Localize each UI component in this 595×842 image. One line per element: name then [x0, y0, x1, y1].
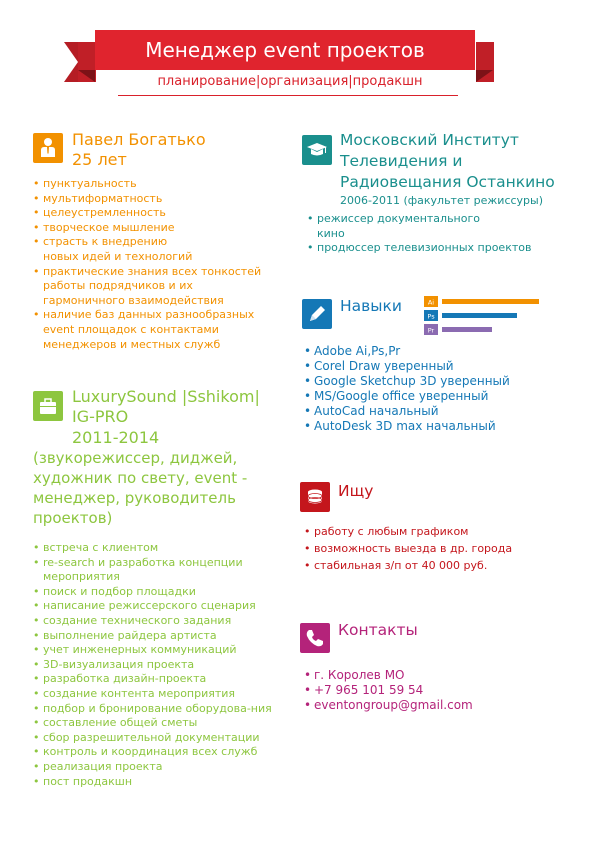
subtitle-underline — [118, 95, 458, 96]
duties-list — [33, 541, 295, 789]
list-item: • разработка дизайн-проекта — [33, 672, 295, 687]
list-item: • написание режиссерского сценария — [33, 599, 295, 614]
list-item: • сбор разрешительной документации — [33, 731, 295, 746]
skills-chart — [424, 294, 554, 340]
graduation-cap-icon — [302, 135, 332, 165]
list-item: • re-search и разработка концепции мероприятия — [33, 556, 273, 585]
contact-phone[interactable]: • +7 965 101 59 54 — [304, 683, 564, 698]
list-item: • пунктуальность — [33, 177, 278, 192]
list-item: • Corel Draw уверенный — [304, 359, 564, 374]
list-item: • творческое мышление — [33, 221, 278, 236]
list-item: • подбор и бронирование оборудова-ния — [33, 702, 293, 717]
banner-fold-left — [78, 70, 95, 82]
list-item: • создание контента мероприятия — [33, 687, 295, 702]
list-item: • реализация проекта — [33, 760, 295, 775]
person-name: Павел Богатько — [72, 130, 206, 149]
coins-icon — [300, 482, 330, 512]
list-item: • 3D-визуализация проекта — [33, 658, 295, 673]
education-years: 2006-2011 (факультет режиссуры) — [340, 194, 544, 207]
contacts-title: Контакты — [338, 621, 418, 639]
list-item: • MS/Google office уверенный — [304, 389, 564, 404]
list-item: • продюссер телевизионных проектов — [307, 241, 567, 256]
page-subtitle: планирование|организация|продакшн — [157, 74, 423, 89]
skill-label: Pr — [427, 326, 435, 335]
list-item: • стабильная з/п от 40 000 руб. — [304, 557, 574, 574]
page-title: Менеджер event проектов — [145, 38, 425, 62]
education-title-line2: Телевидения и — [340, 152, 463, 170]
list-item: • контроль и координация всех служб — [33, 745, 295, 760]
list-item: • Adobe Ai,Ps,Pr — [304, 344, 564, 359]
list-item: • целеустремленность — [33, 206, 278, 221]
contact-city: • г. Королев МО — [304, 668, 564, 683]
education-title-line3: Радиовещания Останкино — [340, 173, 555, 191]
list-item: • наличие баз данных разнообразных event площадок с контактами менеджеров и местных служб — [33, 308, 283, 352]
experience-years: 2011-2014 — [72, 428, 160, 447]
briefcase-icon — [33, 391, 63, 421]
list-item: • работу с любым графиком — [304, 523, 574, 540]
contacts-list — [304, 668, 564, 713]
seeking-list — [304, 523, 574, 574]
pencil-icon — [302, 299, 332, 329]
list-item: • выполнение райдера артиста — [33, 629, 295, 644]
list-item: • составление общей сметы — [33, 716, 295, 731]
education-list — [307, 212, 567, 256]
skill-bar — [442, 313, 517, 318]
experience-company-line1: LuxurySound |Sshikom| — [72, 387, 260, 406]
experience-role: (звукорежиссер, диджей, художник по свету, event - менеджер, руководитель проектов) — [33, 449, 248, 527]
list-item: • AutoDesk 3D max начальный — [304, 419, 564, 434]
contact-email[interactable]: • eventongroup@gmail.com — [304, 698, 564, 713]
seeking-title: Ищу — [338, 482, 374, 500]
person-icon — [33, 133, 63, 163]
skills-title: Навыки — [340, 297, 402, 315]
list-item: • AutoCad начальный — [304, 404, 564, 419]
skill-label: Ai — [427, 298, 435, 307]
education-title-line1: Московский Институт — [340, 131, 519, 149]
list-item: • учет инженерных коммуникаций — [33, 643, 295, 658]
skill-bar — [442, 327, 492, 332]
list-item: • пост продакшн — [33, 775, 295, 790]
list-item: • встреча с клиентом — [33, 541, 295, 556]
phone-icon — [300, 623, 330, 653]
list-item: • создание технического задания — [33, 614, 295, 629]
list-item: • мультиформатность — [33, 192, 278, 207]
list-item: • практические знания всех тонкостей работы подрядчиков и их гармоничного взаимодействия — [33, 265, 278, 309]
experience-company-line2: IG-PRO — [72, 407, 129, 426]
list-item: • Google Sketchup 3D уверенный — [304, 374, 564, 389]
qualities-list — [33, 177, 278, 352]
banner-fold-right — [476, 70, 493, 82]
list-item: • поиск и подбор площадки — [33, 585, 295, 600]
list-item: • страсть к внедрению новых идей и технологий — [33, 235, 203, 264]
skills-list — [304, 344, 564, 434]
person-age: 25 лет — [72, 150, 127, 169]
skill-label: Ps — [427, 312, 435, 321]
banner-ribbon-left — [64, 42, 78, 82]
list-item: • режиссер документального кино — [307, 212, 507, 241]
list-item: • возможность выезда в др. города — [304, 540, 574, 557]
skill-bar — [442, 299, 539, 304]
